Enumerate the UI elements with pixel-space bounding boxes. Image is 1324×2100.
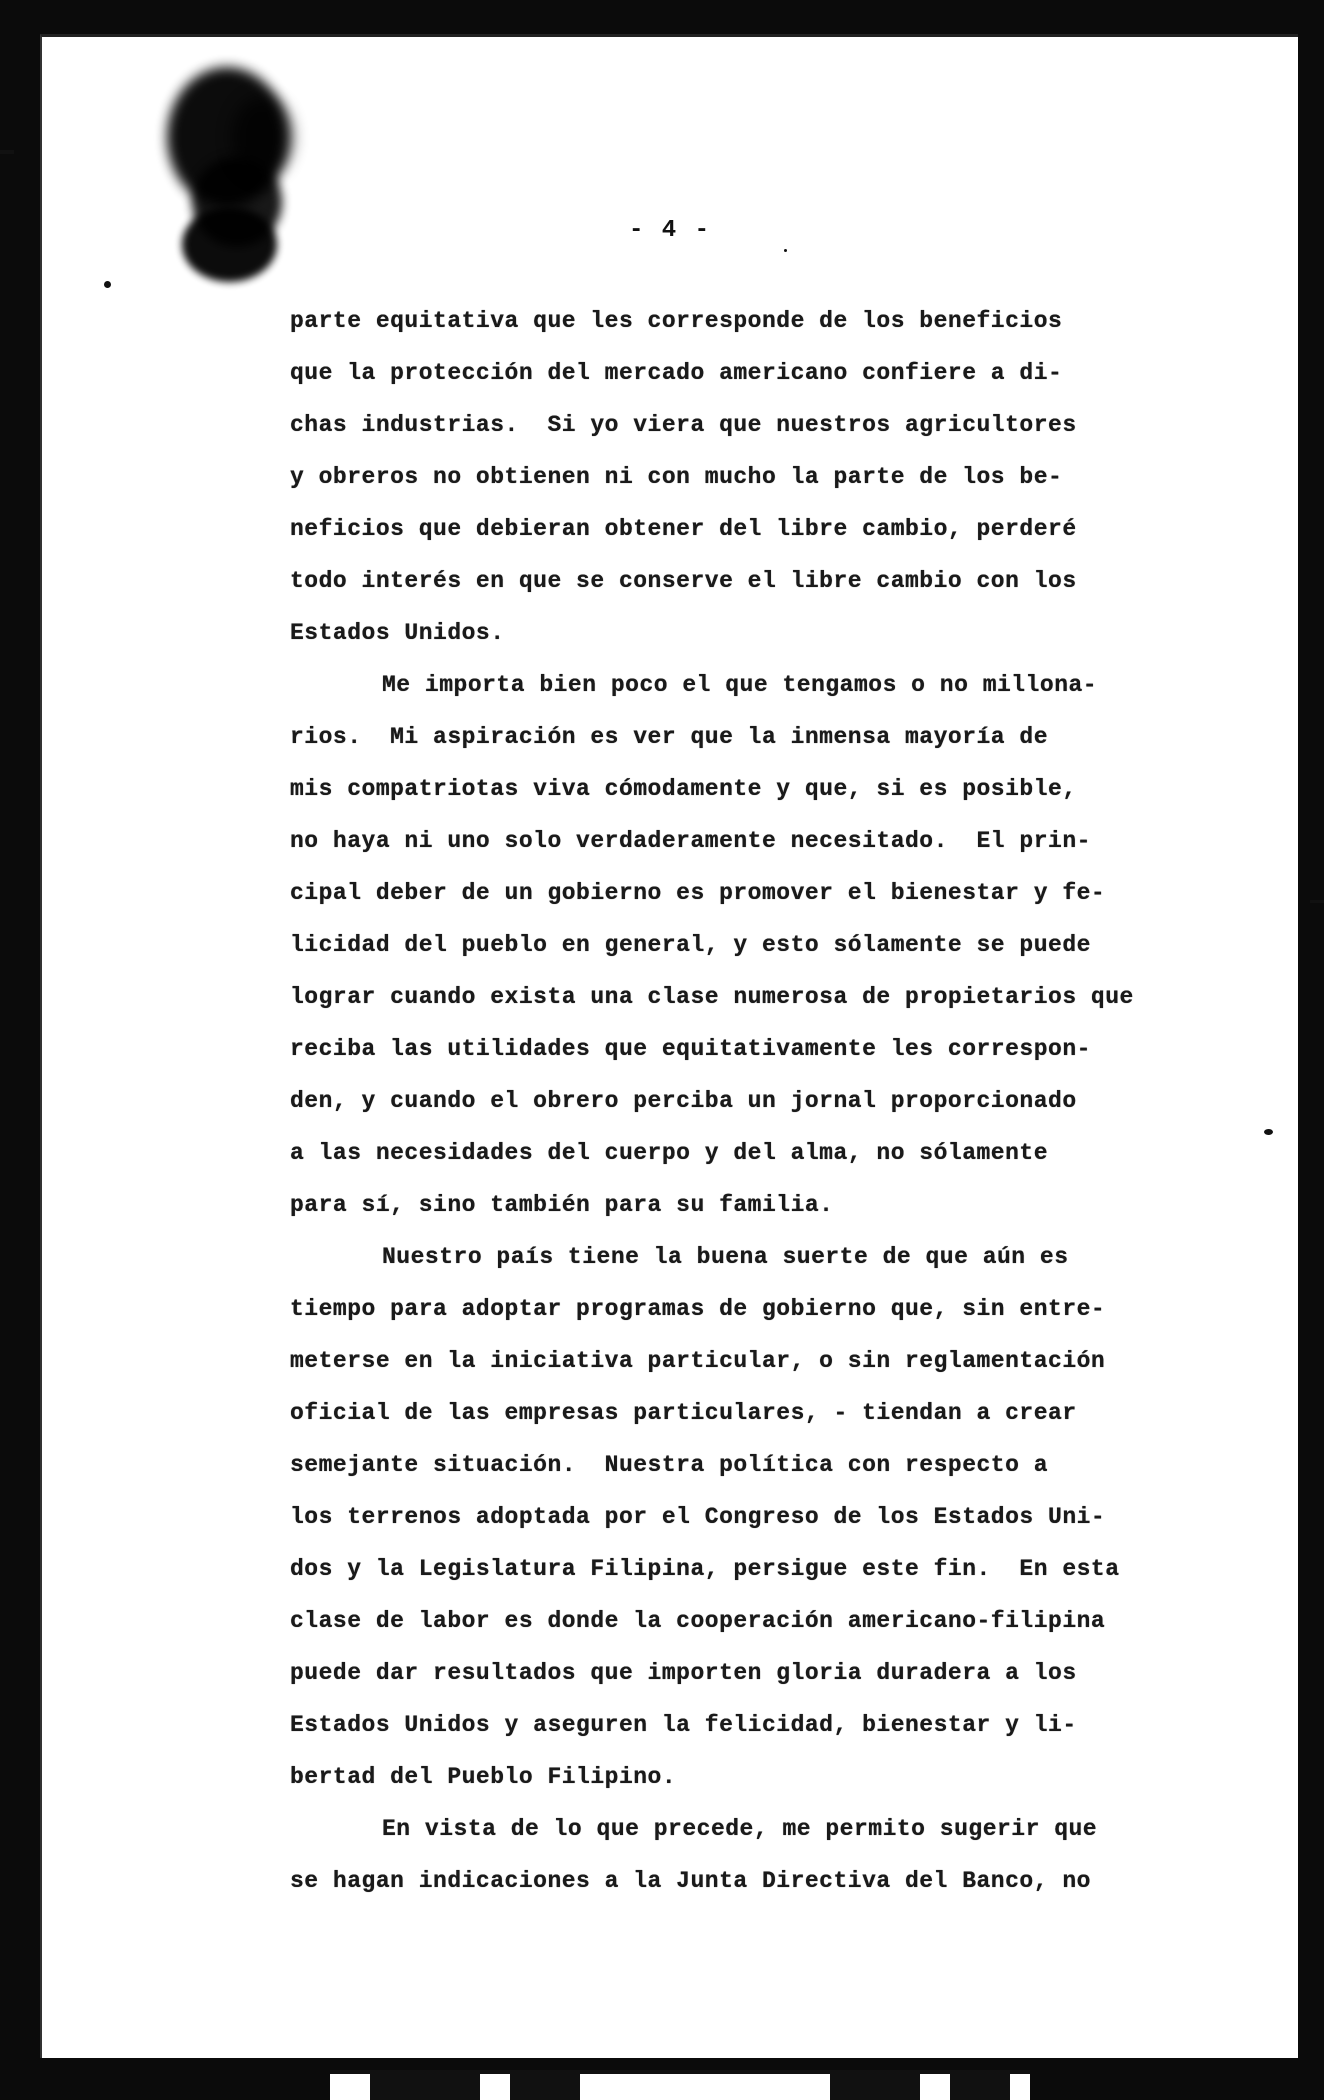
text-line: Estados Unidos. xyxy=(290,620,505,646)
text-line: a las necesidades del cuerpo y del alma, no sólamente xyxy=(290,1140,1049,1166)
text-line: tiempo para adoptar programas de gobierno que, sin entre- xyxy=(290,1296,1106,1322)
scan-edge-mark xyxy=(1310,900,1324,903)
text-line: meterse en la iniciativa particular, o sin reglamentación xyxy=(290,1348,1106,1374)
text-line: y obreros no obtienen ni con mucho la parte de los be- xyxy=(290,464,1063,490)
scan-edge-mark xyxy=(0,150,14,154)
film-strip-edge xyxy=(330,2070,1030,2100)
ink-blot xyxy=(232,97,292,177)
text-line: reciba las utilidades que equitativamente les correspon- xyxy=(290,1036,1091,1062)
film-strip-mark xyxy=(510,2074,580,2100)
text-line: dos y la Legislatura Filipina, persigue este fin. En esta xyxy=(290,1556,1120,1582)
text-line: todo interés en que se conserve el libre cambio con los xyxy=(290,568,1077,594)
text-line: que la protección del mercado americano confiere a di- xyxy=(290,360,1063,386)
text-line: lograr cuando exista una clase numerosa de propietarios que xyxy=(290,984,1134,1010)
text-line: den, y cuando el obrero perciba un jornal proporcionado xyxy=(290,1088,1077,1114)
text-line: bertad del Pueblo Filipino. xyxy=(290,1764,677,1790)
film-strip-mark xyxy=(830,2074,920,2100)
typewritten-page xyxy=(40,34,1298,2058)
text-line: Nuestro país tiene la buena suerte de que aún es xyxy=(382,1244,1069,1270)
text-line: neficios que debieran obtener del libre cambio, perderé xyxy=(290,516,1077,542)
text-line: cipal deber de un gobierno es promover el bienestar y fe- xyxy=(290,880,1106,906)
text-line: mis compatriotas viva cómodamente y que, si es posible, xyxy=(290,776,1077,802)
text-line: rios. Mi aspiración es ver que la inmensa mayoría de xyxy=(290,724,1049,750)
page-number: - 4 - xyxy=(628,217,711,244)
dust-speck xyxy=(784,249,787,252)
text-line: Estados Unidos y aseguren la felicidad, bienestar y li- xyxy=(290,1712,1077,1738)
text-line: para sí, sino también para su familia. xyxy=(290,1192,834,1218)
film-strip-mark xyxy=(370,2074,480,2100)
text-line: oficial de las empresas particulares, - tiendan a crear xyxy=(290,1400,1077,1426)
text-line: parte equitativa que les corresponde de los beneficios xyxy=(290,308,1063,334)
text-line: no haya ni uno solo verdaderamente necesitado. El prin- xyxy=(290,828,1091,854)
text-line: puede dar resultados que importen gloria duradera a los xyxy=(290,1660,1077,1686)
text-line: chas industrias. Si yo viera que nuestros agricultores xyxy=(290,412,1077,438)
film-strip-mark xyxy=(950,2074,1010,2100)
text-line: clase de labor es donde la cooperación americano-filipina xyxy=(290,1608,1106,1634)
text-line: En vista de lo que precede, me permito sugerir que xyxy=(382,1816,1098,1842)
text-line: semejante situación. Nuestra política con respecto a xyxy=(290,1452,1049,1478)
body-text xyxy=(290,295,1250,1907)
dust-speck xyxy=(1264,1129,1273,1135)
text-line: licidad del pueblo en general, y esto sólamente se puede xyxy=(290,932,1091,958)
text-line: se hagan indicaciones a la Junta Directiva del Banco, no xyxy=(290,1868,1091,1894)
dust-speck xyxy=(104,281,111,288)
text-line: Me importa bien poco el que tengamos o no millona- xyxy=(382,672,1098,698)
text-line: los terrenos adoptada por el Congreso de los Estados Uni- xyxy=(290,1504,1106,1530)
